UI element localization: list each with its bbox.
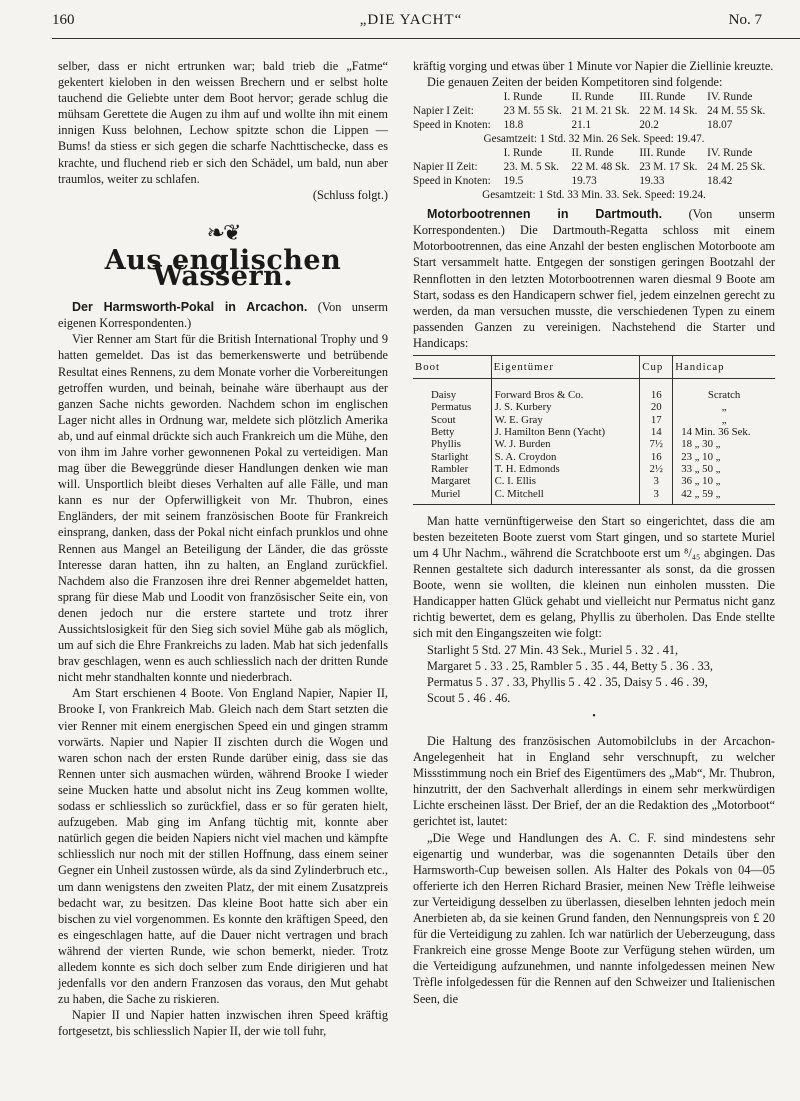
article-paragraph: Die Haltung des französischen Automobilclubs in der Arcachon-Angelegenheit hat in England sehr verschnupft, zu welcher Missstimmung noch ein Brief des Eigentümers des „Mab“, Mr. Thubron, hinzutritt, der den Sachverhalt allerdings in einem sehr merkwürdigen Lichte erscheinen lässt. Der Brief, der an die Redaktion des „Motorboot“ gerichtet ist, lautet: <box>413 734 775 829</box>
handicap-cell: 18 „ 30 „ <box>673 438 775 450</box>
finish-times <box>413 642 775 706</box>
table-row <box>413 389 775 401</box>
column-header: Boot <box>413 356 491 379</box>
boat-cell: Phyllis <box>431 438 462 451</box>
owner-cell: C. I. Ellis <box>491 475 640 487</box>
total-row <box>413 188 775 202</box>
cup-cell: 16 <box>640 451 673 463</box>
cup-cell: 16 <box>640 389 673 401</box>
speed-cell: 19.5 <box>503 175 524 188</box>
article-intro <box>58 299 388 331</box>
speed-row <box>413 174 775 188</box>
owner-cell: J. Hamilton Benn (Yacht) <box>491 426 640 438</box>
article-paragraph: Vier Renner am Start für die British International Trophy und 9 hatten gemeldet. Das ist das bemerkenswerte und betrübende Resultat eines Rennens, zu dem Monate vorher die Vorbereitungen getroffen wurden, und beinah, beinahe wäre überhaupt aus der ganzen Sache nichts geworden. Nachdem schon im englischen Lager nicht alles in Ordnung war, meldete sich plötzlich Amerika ab, und auf einmal drückte sich auch Frankreich um die Mühe, den von ihm im Jahre vorher gewonnenen Pokal zu verteidigen. Man mag über die Beweggründe dieser Handlungen denken wie man will. Unsportlich bleibt dieses Verhalten auf alle Fälle, und man kann es nur der Opferwilligkeit von Mr. Thubron, eines Engländers, der mit seinem französischen Boote für Frankreich einsprang, danken, dass der Pokal nicht einfach prunklos und ohne Rennen aus Mangel an Beteiligung der Länder, die das grösste Interesse daran hatten, ihn zu halten, an England zurückfiel. Nachdem also die Franzosen ihre drei Renner abgemeldet hatten, sprang für diese Mab und Loodit von französischer Seite ein, von denen jedoch nur die erstere startete und trotz ihrer Aussichtslosigkeit für den Sieg sich soviel Mühe gab als möglich, um auf sich die Ehre Frankreichs zu laden. Mab hat sich jedenfalls brav geschlagen, wenn es auch schliesslich nach der dritten Runde nicht mehr standhalten konnte und niederbrach. <box>58 332 388 685</box>
handicap-cell: „ <box>673 401 775 413</box>
owner-cell: T. H. Edmonds <box>491 463 640 475</box>
header-rule <box>52 38 800 39</box>
time-cell: 23 M. 17 Sk. <box>639 161 698 174</box>
speed-cell: 18.42 <box>707 175 733 188</box>
rounds-row <box>413 90 775 104</box>
boat-cell: Scout <box>431 413 456 426</box>
right-column <box>413 58 775 1007</box>
result-line: Permatus 5 . 37 . 33, Phyllis 5 . 42 . 35, Daisy 5 . 46 . 39, <box>427 674 708 689</box>
owner-cell: J. S. Kurbery <box>491 401 640 413</box>
row-label: Speed in Knoten: <box>413 175 491 188</box>
boat-cell: Betty <box>431 426 455 439</box>
speed-cell: 21.1 <box>571 119 592 132</box>
time-row <box>413 160 775 174</box>
table-row <box>413 463 775 475</box>
owner-cell: Forward Bros & Co. <box>491 389 640 401</box>
starters-body <box>413 379 775 505</box>
page-header <box>52 12 770 36</box>
cup-cell: 2½ <box>640 463 673 475</box>
speed-cell: 19.73 <box>571 175 597 188</box>
separator-dot-icon: • <box>592 710 596 722</box>
article-byline: (Von unserm eigenen Korrespondenten.) <box>58 300 388 331</box>
starters-table <box>413 355 775 505</box>
table-row <box>413 451 775 463</box>
magazine-title: „DIE YACHT“ <box>359 12 463 28</box>
round-label: IV. Runde <box>707 91 753 104</box>
time-cell: 23. M. 5 Sk. <box>503 161 559 174</box>
round-label: IV. Runde <box>707 147 753 160</box>
result-line: Margaret 5 . 33 . 25, Rambler 5 . 35 . 44, Betty 5 . 36 . 33, <box>427 658 713 673</box>
issue-number: No. 7 <box>728 12 762 28</box>
article-paragraph: Die genauen Zeiten der beiden Kompetitoren sind folgende: <box>427 75 723 90</box>
table-row <box>413 414 775 426</box>
speed-row <box>413 118 775 132</box>
lap-times-table <box>413 90 775 202</box>
article-paragraph: Man hatte vernünftigerweise den Start so eingerichtet, dass die am besten bezeiteten Boote zuerst vom Start gingen, und so startete Muriel um 4 Uhr Nachm., während die Scratchboote erst um ⁸/₄₅ abgingen. Das Rennen gestaltete sich dadurch interessanter als sonst, da die grossen Boote, wenn sie wollten, die kleinen nun einholen mussten. Die Handicapper hatten Glück gehabt und vielleicht nur Permatus nicht ganz richtig bewertet, dem es gelang, Phyllis zu überholen. Das Ende stellte sich mit den Eingangszeiten wie folgt: <box>413 513 775 641</box>
speed-cell: 19.33 <box>639 175 665 188</box>
boat-cell: Rambler <box>431 462 469 475</box>
handicap-cell: 33 „ 50 „ <box>673 463 775 475</box>
spacer-row <box>413 379 775 390</box>
round-label: III. Runde <box>639 147 686 160</box>
owner-cell: C. Mitchell <box>491 488 640 500</box>
rounds-row <box>413 146 775 160</box>
ornament-icon: ❧❦ <box>206 219 240 245</box>
owner-cell: S. A. Croydon <box>491 451 640 463</box>
boat-cell: Muriel <box>431 487 461 500</box>
left-column <box>58 58 388 1039</box>
cup-cell: 3 <box>640 475 673 487</box>
column-header: Cup <box>640 356 673 379</box>
time-row <box>413 104 775 118</box>
row-label: Napier II Zeit: <box>413 161 478 174</box>
handicap-cell: 36 „ 10 „ <box>673 475 775 487</box>
total-time: Gesamtzeit: 1 Std. 33 Min. 33. Sek. Speed: 19.24. <box>482 189 706 202</box>
page-number: 160 <box>52 12 75 28</box>
cup-cell: 3 <box>640 488 673 500</box>
boat-cell: Daisy <box>431 389 457 402</box>
cup-cell: 17 <box>640 414 673 426</box>
cup-cell: 14 <box>640 426 673 438</box>
row-label: Napier I Zeit: <box>413 105 474 118</box>
table-header-row <box>413 356 775 379</box>
column-header: Eigentümer <box>491 356 640 379</box>
handicap-cell: Scratch <box>673 389 775 401</box>
handicap-cell: 42 „ 59 „ <box>673 488 775 500</box>
table-row <box>413 426 775 438</box>
article-intro <box>413 206 775 351</box>
handicap-cell: „ <box>673 414 775 426</box>
time-cell: 21 M. 21 Sk. <box>571 105 630 118</box>
article-paragraph: „Die Wege und Handlungen des A. C. F. sind mindestens sehr eigenartig und wunderbar, was die sogenannten Details über den Harmsworth-Cup beweisen sollen. Als Halter des Pokals von 04—05 offerierte ich den Herren Richard Brasier, meinen New Trèfle leihweise zur Verteidigung desselben zu überlassen, dieselben lehnten jedoch mein Anerbieten ab, da sie keinen Grund fanden, den Nennungspreis von £ 20 für die Verteidigung zu zahlen. Ich war natürlich der Ueberzeugung, dass Frankreich eine grosse Menge Boote zur Verfügung stehen würden, um die Verteidigung aufzunehmen, und nannte infolgedessen meinen New Trèfle infolgedessen für die Rennen auf den Schweizer und Italienischen Seen, die <box>413 830 775 1006</box>
owner-cell: W. E. Gray <box>491 414 640 426</box>
time-cell: 22 M. 14 Sk. <box>639 105 698 118</box>
to-be-continued: (Schluss folgt.) <box>312 187 388 202</box>
round-label: I. Runde <box>503 147 543 160</box>
cup-cell: 7½ <box>640 438 673 450</box>
table-row <box>413 488 775 500</box>
story-ending: selber, dass er nicht ertrunken war; bald trieb die „Fatme“ gekentert kieloben in den weissen Brechern und er selbst holte tauchend die Geliebte unter dem Boot hervor; gerade schlug die mühsam Gerettete die Augen zu ihm auf und wollte ihn mit einem innigen Kuss belohnen, Lechow spitzte schon die Lippen — Bums! da stiess er sich gegen die scharfe Nachttischecke, dass es krachte, und fluchend rieb er sich den Schädel, um bald, nun aber traumlos, weiter zu schlafen. <box>58 59 388 186</box>
table-end-row <box>413 500 775 505</box>
time-cell: 22 M. 48 Sk. <box>571 161 630 174</box>
round-label: II. Runde <box>571 91 614 104</box>
boat-cell: Margaret <box>431 475 471 488</box>
table-row <box>413 475 775 487</box>
time-cell: 23 M. 55 Sk. <box>503 105 562 118</box>
table-row <box>413 401 775 413</box>
article-subhead: Motorbootrennen in Dartmouth. <box>427 207 663 222</box>
handicap-cell: 14 Min. 36 Sek. <box>673 426 775 438</box>
article-text: (Von unserm Korrespondenten.) Die Dartmouth-Regatta schloss mit einem Motorbootrennen, das eine Anzahl der besten englischen Motorboote am Start versammelt hatte. Entgegen der sonstigen geringen Bootzahl der Rennflotten in den letzten Motorbootrennen waren diesmal 9 Boote am Start, sodass es den Handicapern schwer fiel, jedem einzelnen gerecht zu werden, da man versuchen musste, die verschiedenen Typen zu einem passenden Ganzen zu vereinigen. Nachstehend die Starter und Handicaps: <box>413 207 775 350</box>
article-paragraph: Am Start erschienen 4 Boote. Von England Napier, Napier II, Brooke I, von Frankreich Mab. Gleich nach dem Start setzten die vier Renner mit einem energischen Speed ein und gingen stramm vorwärts. Napier und Napier II zischten durch die Wogen und waren schon nach der ersten Runde darüber einig, dass sie das Rennen unter sich ausmachen würden, während Brooke I wieder seine Mucken hatte und absolut nicht ins Zeug kommen wollte, sodass er schliesslich so zurückfiel, dass er so für geraten hielt, aufzugeben. Mab ging im Anfang tüchtig mit, konnte aber natürlich gegen die beiden Napiers nicht viel machen und kämpfte schliesslich nur noch mit der stillen Hoffnung, dass einem seiner Gegner ein Unheil zustossen würde, als da sind Zylinderbruch etc., um dann wenigstens den zweiten Platz, der mit einem Zusatzpreis bedacht war, zu besitzen. Das kleine Boot hatte sich aber ein bischen zu viel vorgenommen. Es konnte den kräftigen Speed, den es eingeschlagen hatte, auf die Dauer nicht vertragen und brach während der vierten Runde, wie schon bemerkt, nieder. Trotz alledem konnte es sich doch selber zum Ende dirigieren und hat jedenfalls vor den andern Franzosen das voraus, den Mut gehabt zu haben, die Sache zu riskieren. <box>58 686 388 1007</box>
result-line: Starlight 5 Std. 27 Min. 43 Sek., Muriel 5 . 32 . 41, <box>427 642 679 657</box>
handicap-cell: 23 „ 10 „ <box>673 451 775 463</box>
article-paragraph: kräftig vorging und etwas über 1 Minute vor Napier die Ziellinie kreuzte. <box>413 59 774 73</box>
row-label: Speed in Knoten: <box>413 119 491 132</box>
boat-cell: Starlight <box>431 450 469 463</box>
owner-cell: W. J. Burden <box>491 438 640 450</box>
speed-cell: 20.2 <box>639 119 659 132</box>
time-cell: 24 M. 55 Sk. <box>707 105 766 118</box>
article-paragraph: Napier II und Napier hatten inzwischen ihren Speed kräftig fortgesetzt, bis schliesslich Napier II, der wie toll fuhr, <box>58 1008 388 1039</box>
article-subhead: Der Harmsworth-Pokal in Arcachon. <box>72 300 308 315</box>
table-row <box>413 438 775 450</box>
cup-cell: 20 <box>640 401 673 413</box>
speed-cell: 18.8 <box>503 119 524 132</box>
total-time: Gesamtzeit: 1 Std. 32 Min. 26 Sek. Speed: 19.47. <box>483 133 705 146</box>
section-title: Aus englischen Wassern. <box>104 244 342 293</box>
speed-cell: 18.07 <box>707 119 733 132</box>
round-label: I. Runde <box>503 91 543 104</box>
column-header: Handicap <box>673 356 775 379</box>
round-label: III. Runde <box>639 91 686 104</box>
boat-cell: Permatus <box>431 401 472 414</box>
total-row <box>413 132 775 146</box>
round-label: II. Runde <box>571 147 614 160</box>
result-line: Scout 5 . 46 . 46. <box>427 690 511 705</box>
time-cell: 24 M. 25 Sk. <box>707 161 766 174</box>
